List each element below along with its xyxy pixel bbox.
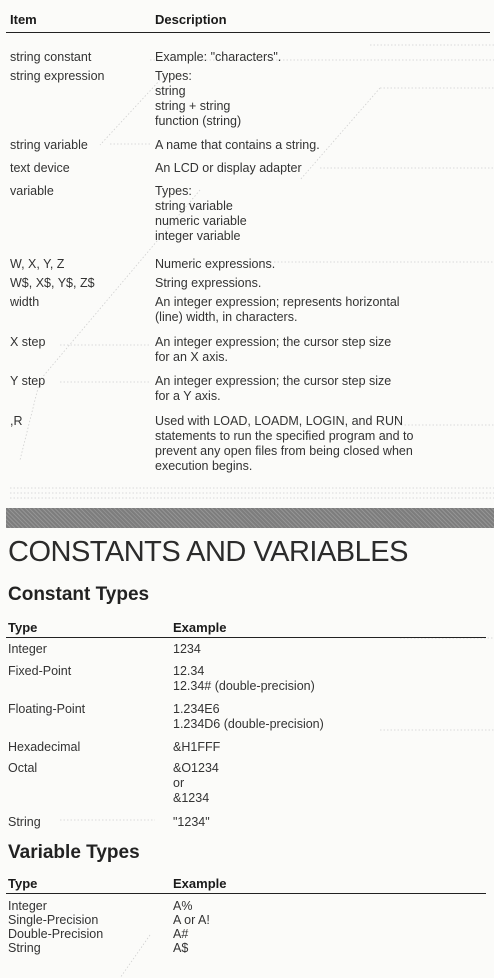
glossary-description: String expressions. [155,276,262,290]
constant-example: &O1234 or &1234 [173,761,219,805]
glossary-term: W, X, Y, Z [10,257,65,271]
glossary-description: Numeric expressions. [155,257,276,271]
constant-type: String [8,815,41,829]
column-header-description: Description [155,12,227,27]
glossary-term: ,R [10,414,23,428]
constant-example: "1234" [173,815,210,829]
glossary-term: W$, X$, Y$, Z$ [10,276,95,290]
glossary-term: Y step [10,374,46,388]
constant-type: Fixed-Point [8,664,72,678]
variables-header-rule [6,893,486,894]
constant-example: 1234 [173,642,201,656]
constant-type: Integer [8,642,47,656]
variable-example: A% [173,899,193,913]
glossary-description: Types: string string + string function (string) [155,69,242,128]
constant-example: 12.34 12.34# (double-precision) [173,664,315,693]
glossary-description: A name that contains a string. [155,138,320,152]
variables-column-example: Example [173,876,227,891]
glossary-term: X step [10,335,46,349]
glossary-description: An integer expression; the cursor step size for a Y axis. [155,374,392,403]
glossary-description: Example: "characters". [155,50,282,64]
variable-example: A or A! [173,913,210,927]
glossary-description: An integer expression; the cursor step size for an X axis. [155,335,392,364]
glossary-term: string constant [10,50,92,64]
glossary-description: An integer expression; represents horizontal (line) width, in characters. [155,295,400,324]
variable-type: String [8,941,41,955]
constant-type: Floating-Point [8,702,86,716]
glossary-term: string expression [10,69,105,83]
column-header-item: Item [10,12,37,27]
glossary-term: text device [10,161,70,175]
variable-example: A$ [173,941,189,955]
constant-types-heading: Constant Types [8,584,150,605]
constant-example: 1.234E6 1.234D6 (double-precision) [173,702,324,731]
glossary-description: An LCD or display adapter [155,161,302,175]
constant-example: &H1FFF [173,740,221,754]
glossary-term: string variable [10,138,88,152]
section-title: CONSTANTS AND VARIABLES [8,536,408,568]
glossary-description: Types: string variable numeric variable integer variable [155,184,247,243]
variable-types-heading: Variable Types [8,842,140,863]
constants-column-type: Type [8,620,38,635]
variable-type: Double-Precision [8,927,104,941]
constant-type: Octal [8,761,38,775]
variable-type: Single-Precision [8,913,99,927]
constants-header-rule [6,637,486,638]
glossary-term: width [10,295,40,309]
variable-example: A# [173,927,189,941]
constants-column-example: Example [173,620,227,635]
glossary-term: variable [10,184,54,198]
constant-type: Hexadecimal [8,740,81,754]
section-band [6,508,494,528]
header-rule [6,32,490,33]
glossary-description: Used with LOAD, LOADM, LOGIN, and RUN statements to run the specified program and to prevent any open files from being closed when execution begins. [155,414,414,473]
variable-type: Integer [8,899,47,913]
variables-column-type: Type [8,876,38,891]
